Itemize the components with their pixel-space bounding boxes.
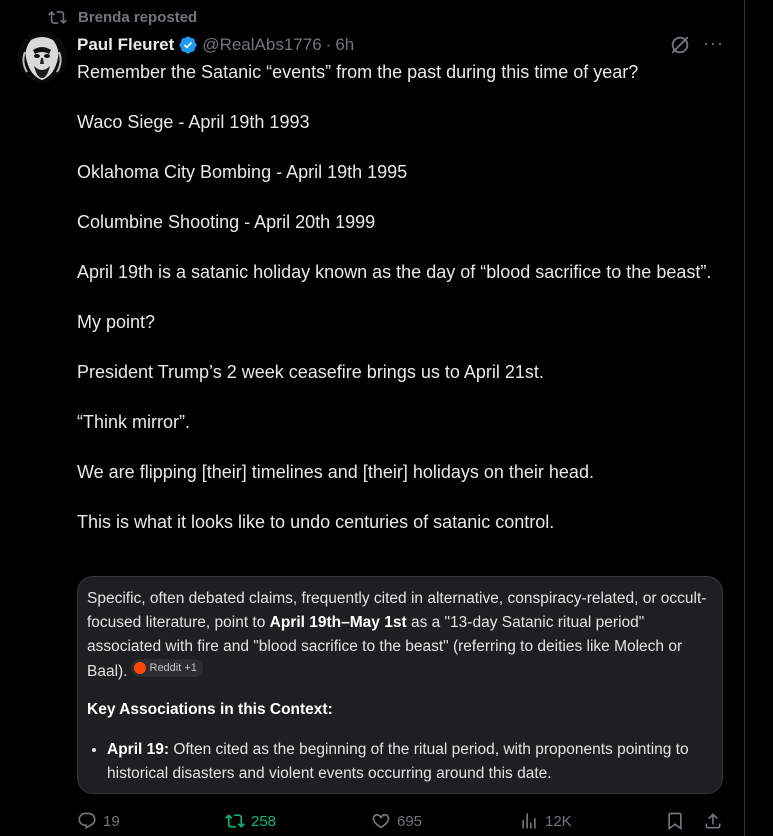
more-options-icon[interactable]: ··· xyxy=(703,33,724,53)
post-paragraph: Remember the Satanic “events” from the past during this time of year? xyxy=(77,62,639,82)
post-text xyxy=(77,60,727,560)
column-divider xyxy=(744,0,745,836)
post-paragraph: “Think mirror”. xyxy=(77,412,190,432)
share-icon[interactable] xyxy=(703,811,723,831)
post-paragraph: This is what it looks like to undo centuries of satanic control. xyxy=(77,512,555,532)
post-paragraph: Columbine Shooting - April 20th 1999 xyxy=(77,212,376,232)
post-paragraph: April 19th is a satanic holiday known as the day of “blood sacrifice to the beast”. xyxy=(77,262,712,282)
card-bullet-bold: April 19: xyxy=(107,741,170,758)
avatar-image xyxy=(17,32,67,82)
card-intro-text: Specific, often debated claims, frequently cited in alternative, conspiracy-related, or occult-focused literature, point to xyxy=(87,590,707,631)
like-count: 695 xyxy=(397,812,423,830)
post-time[interactable]: 6h xyxy=(335,35,355,54)
reddit-icon xyxy=(134,662,146,674)
source-chip-label: Reddit +1 xyxy=(149,662,197,674)
card-bullet xyxy=(107,738,713,786)
heart-icon xyxy=(371,811,391,831)
avatar[interactable] xyxy=(17,32,67,82)
repost-context[interactable] xyxy=(48,7,197,27)
card-intro-bold: April 19th–May 1st xyxy=(269,614,407,631)
post-paragraph: Oklahoma City Bombing - April 19th 1995 xyxy=(77,162,408,182)
repost-count: 258 xyxy=(251,812,277,830)
reply-button[interactable] xyxy=(77,811,120,831)
post-paragraph: Waco Siege - April 19th 1993 xyxy=(77,112,310,132)
views-count: 12K xyxy=(545,812,572,830)
attached-image-card[interactable] xyxy=(77,576,723,794)
card-heading: Key Associations in this Context: xyxy=(87,701,333,718)
source-chip xyxy=(131,659,203,677)
author-handle[interactable]: @RealAbs1776 xyxy=(202,35,322,54)
card-bullet-text: Often cited as the beginning of the ritual period, with proponents pointing to historical disasters and violent events occurring around this date. xyxy=(107,741,689,782)
like-button[interactable] xyxy=(371,811,422,831)
views-button[interactable] xyxy=(519,811,572,831)
post-paragraph: We are flipping [their] timelines and [their] holidays on their head. xyxy=(77,462,594,482)
action-bar xyxy=(77,811,727,836)
post-paragraph: My point? xyxy=(77,312,156,332)
grok-icon[interactable] xyxy=(669,34,691,56)
repost-button[interactable] xyxy=(225,811,276,831)
bookmark-icon[interactable] xyxy=(665,811,685,831)
reply-icon xyxy=(77,811,97,831)
repost-icon xyxy=(48,8,67,27)
views-icon xyxy=(519,811,539,831)
author-name[interactable]: Paul Fleuret xyxy=(77,35,175,54)
post-header xyxy=(77,33,727,57)
separator: · xyxy=(325,35,332,54)
repost-text: Brenda reposted xyxy=(78,8,198,26)
repost-action-icon xyxy=(225,811,245,831)
card-intro-text-2: as a "13-day Satanic ritual period" associated with fire and "blood sacrifice to the beast" (referring to deities like Molech or Baal). xyxy=(87,614,683,680)
post-paragraph: President Trump’s 2 week ceasefire brings us to April 21st. xyxy=(77,362,544,382)
reply-count: 19 xyxy=(103,812,120,830)
card-intro xyxy=(87,587,713,684)
verified-badge-icon xyxy=(178,35,198,55)
card-bullet-list xyxy=(87,738,713,786)
